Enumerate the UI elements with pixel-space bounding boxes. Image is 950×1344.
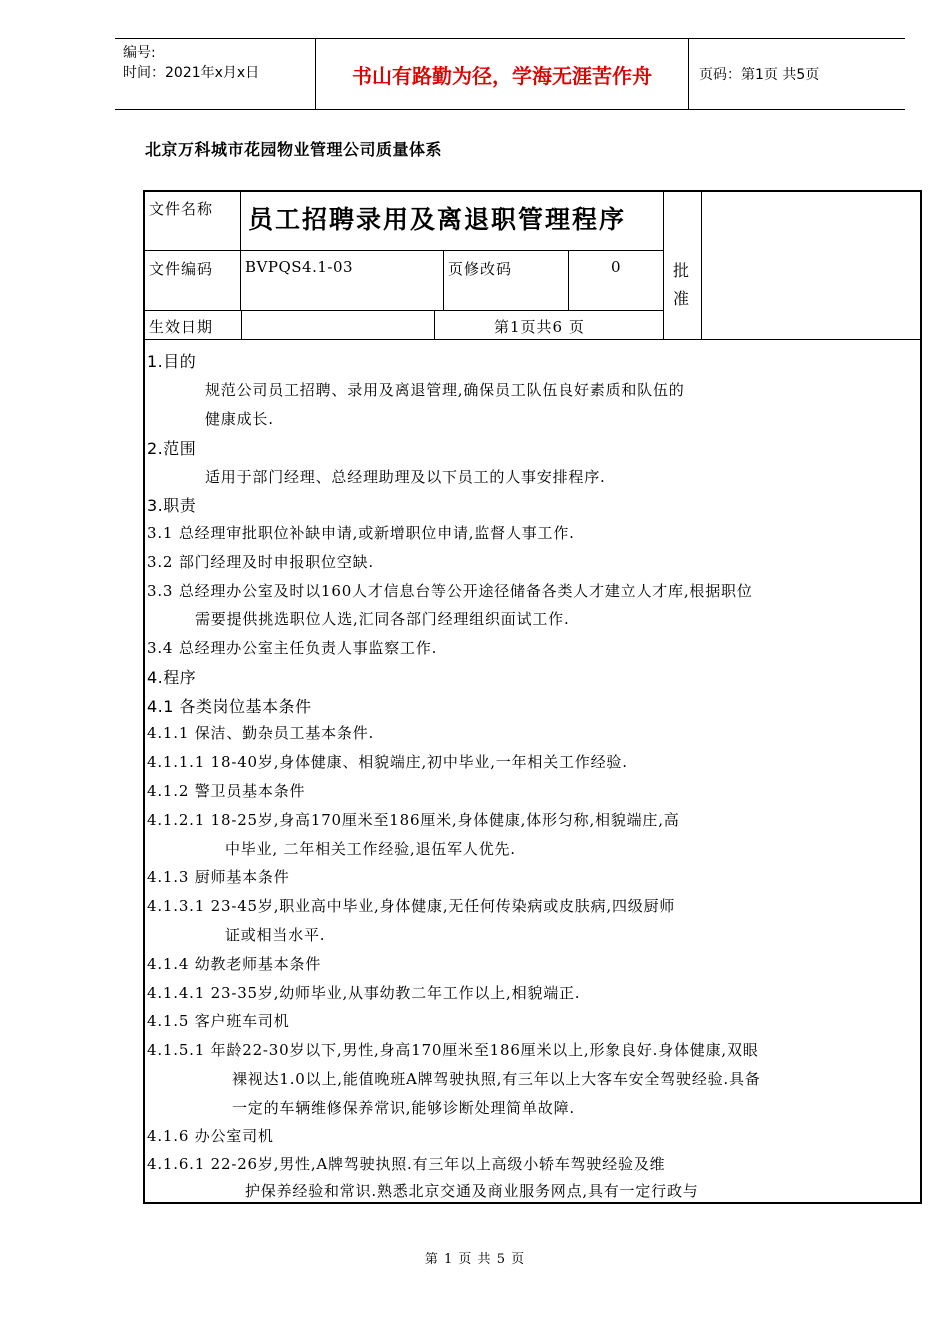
motto: 书山有路勤为径，学海无涯苦作舟 xyxy=(315,39,689,109)
table-divider xyxy=(434,310,435,340)
paragraph-line: 4.1.4.1 23-35岁,幼师毕业,从事幼教二年工作以上,相貌端正. xyxy=(147,984,581,1002)
page-footer: 第 1 页 共 5 页 xyxy=(424,1252,526,1267)
paragraph-line: 裸视达1.0以上,能值晚班A牌驾驶执照,有三年以上大客车安全驾驶经验.具备 xyxy=(232,1070,761,1088)
paragraph-line: 中毕业, 二年相关工作经验,退伍军人优先. xyxy=(225,840,516,858)
time-label: 时间：2021年x月x日 xyxy=(123,65,260,81)
paragraph-line: 3.2 部门经理及时申报职位空缺. xyxy=(147,553,374,571)
paragraph-line: 4.1.6 办公室司机 xyxy=(147,1127,274,1145)
section-heading: 4.程序 xyxy=(147,668,197,687)
number-label: 编号: xyxy=(123,45,156,61)
doc-code: BVPQS4.1-03 xyxy=(245,258,354,276)
paragraph-line: 3.4 总经理办公室主任负责人事监察工作. xyxy=(147,639,438,657)
page-header xyxy=(115,38,905,110)
paragraph-line: 4.1.3 厨师基本条件 xyxy=(147,868,290,886)
paragraph-line: 4.1.2 警卫员基本条件 xyxy=(147,782,306,800)
table-divider xyxy=(701,190,702,340)
doc-name-label: 文件名称 xyxy=(149,200,214,218)
table-divider xyxy=(143,250,663,251)
company-title: 北京万科城市花园物业管理公司质量体系 xyxy=(145,140,443,159)
page-count: 第1页共6 页 xyxy=(494,318,585,336)
paragraph-line: 3.3 总经理办公室及时以160人才信息台等公开途径储备各类人才建立人才库,根据职位 xyxy=(147,582,753,600)
paragraph-line: 护保养经验和常识.熟悉北京交通及商业服务网点,具有一定行政与 xyxy=(245,1182,699,1200)
table-divider xyxy=(143,310,663,311)
section-heading: 2.范围 xyxy=(147,439,197,458)
approve-label: 准 xyxy=(673,289,691,308)
paragraph-line: 4.1.6.1 22-26岁,男性,A牌驾驶执照.有三年以上高级小轿车驾驶经验及维 xyxy=(147,1155,666,1173)
doc-title: 员工招聘录用及离退职管理程序 xyxy=(248,205,627,234)
paragraph-line: 4.1.4 幼教老师基本条件 xyxy=(147,955,322,973)
revision-value: 0 xyxy=(611,258,622,276)
effective-date-label: 生效日期 xyxy=(149,318,214,336)
paragraph-line: 3.1 总经理审批职位补缺申请,或新增职位申请,监督人事工作. xyxy=(147,524,575,542)
table-divider xyxy=(443,250,444,310)
paragraph-line: 规范公司员工招聘、录用及离退管理,确保员工队伍良好素质和队伍的 xyxy=(205,381,685,399)
section-heading: 3.职责 xyxy=(147,496,197,515)
paragraph-line: 4.1.1.1 18-40岁,身体健康、相貌端庄,初中毕业,一年相关工作经验. xyxy=(147,753,628,771)
paragraph-line: 一定的车辆维修保养常识,能够诊断处理简单故障. xyxy=(232,1099,575,1117)
table-divider xyxy=(143,339,922,340)
header-meta xyxy=(115,39,313,109)
page-info: 页码：第1页 共5页 xyxy=(699,67,820,83)
paragraph-line: 4.1.5.1 年龄22-30岁以下,男性,身高170厘米至186厘米以上,形象良好.身体健康,双眼 xyxy=(147,1041,759,1059)
paragraph-line: 4.1.1 保洁、勤杂员工基本条件. xyxy=(147,724,375,742)
paragraph-line: 需要提供挑选职位人选,汇同各部门经理组织面试工作. xyxy=(195,610,570,628)
section-heading: 1.目的 xyxy=(147,352,197,371)
approve-label: 批 xyxy=(673,261,691,280)
revision-label: 页修改码 xyxy=(448,260,513,278)
paragraph-line: 证或相当水平. xyxy=(225,926,326,944)
paragraph-line: 健康成长. xyxy=(205,410,274,428)
paragraph-line: 4.1.2.1 18-25岁,身高170厘米至186厘米,身体健康,体形匀称,相貌端庄,高 xyxy=(147,811,680,829)
doc-code-label: 文件编码 xyxy=(149,260,214,278)
subsection-heading: 4.1 各类岗位基本条件 xyxy=(147,697,312,716)
paragraph-line: 4.1.3.1 23-45岁,职业高中毕业,身体健康,无任何传染病或皮肤病,四级厨师 xyxy=(147,897,676,915)
table-divider xyxy=(241,310,242,340)
table-divider xyxy=(568,250,569,310)
table-divider xyxy=(663,190,664,340)
paragraph-line: 适用于部门经理、总经理助理及以下员工的人事安排程序. xyxy=(205,468,606,486)
paragraph-line: 4.1.5 客户班车司机 xyxy=(147,1012,290,1030)
